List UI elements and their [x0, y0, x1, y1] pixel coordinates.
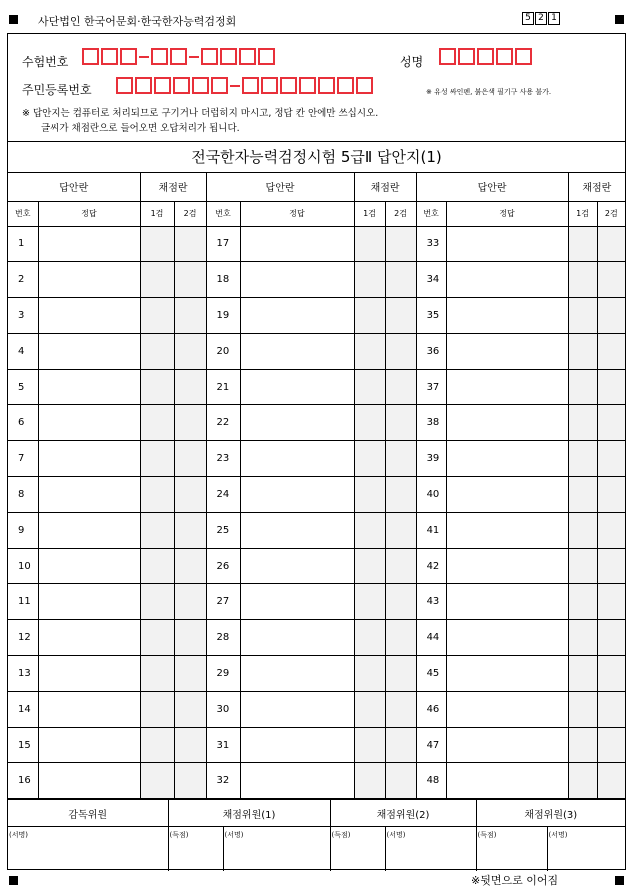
- answer-cell[interactable]: [38, 512, 140, 548]
- question-number: 20: [206, 333, 240, 369]
- score1-cell: [354, 656, 385, 692]
- continue-on-back-note: ※뒷면으로 이어짐: [471, 874, 559, 887]
- score2-cell: [385, 298, 416, 334]
- score1-cell: [568, 405, 597, 441]
- resident-no-field[interactable]: [116, 77, 375, 94]
- score2-cell: [385, 477, 416, 513]
- answer-cell[interactable]: [38, 441, 140, 477]
- score1-cell: [354, 333, 385, 369]
- answer-cell[interactable]: [38, 405, 140, 441]
- corner-mark-tr: [615, 15, 624, 24]
- answer-row: [8, 620, 625, 656]
- answer-cell[interactable]: [38, 477, 140, 513]
- answer-cell[interactable]: [38, 584, 140, 620]
- exam-no-field[interactable]: [82, 48, 277, 65]
- score1-cell: [140, 333, 174, 369]
- answer-cell[interactable]: [240, 333, 354, 369]
- score2-cell: [174, 656, 206, 692]
- score1-cell: [354, 727, 385, 763]
- instruction-line-2: 글씨가 채점란으로 들어오면 오답처리가 됩니다.: [41, 123, 240, 134]
- score2-cell: [385, 656, 416, 692]
- score2-cell: [385, 262, 416, 298]
- question-number: 29: [206, 656, 240, 692]
- answer-cell[interactable]: [446, 584, 568, 620]
- answer-row: [8, 298, 625, 334]
- score1-cell: [140, 298, 174, 334]
- answer-cell[interactable]: [446, 298, 568, 334]
- score1-cell: [354, 620, 385, 656]
- name-field[interactable]: [439, 48, 534, 65]
- score2-cell: [385, 226, 416, 262]
- answer-cell[interactable]: [240, 656, 354, 692]
- question-number: 31: [206, 727, 240, 763]
- answer-cell[interactable]: [446, 656, 568, 692]
- answer-column-header: 답안란: [8, 173, 140, 201]
- instruction-line-1: ※ 답안지는 컴퓨터로 처리되므로 구기거나 더럽히지 마시고, 정답 칸 안에만 쓰십시오.: [22, 108, 379, 119]
- question-number: 30: [206, 691, 240, 727]
- score1-cell: [568, 691, 597, 727]
- grader2-score-box[interactable]: (득점): [330, 827, 385, 871]
- score1-header: 1검: [568, 201, 597, 226]
- score2-header: 2검: [385, 201, 416, 226]
- score1-cell: [140, 369, 174, 405]
- question-number: 15: [8, 727, 38, 763]
- answer-cell[interactable]: [38, 226, 140, 262]
- score2-cell: [597, 333, 625, 369]
- supervisor-header: 감독위원: [8, 800, 168, 827]
- answer-cell[interactable]: [38, 262, 140, 298]
- answer-row: [8, 727, 625, 763]
- score2-cell: [597, 262, 625, 298]
- answer-cell[interactable]: [240, 548, 354, 584]
- score1-cell: [140, 656, 174, 692]
- question-number: 39: [416, 441, 446, 477]
- answer-cell[interactable]: [38, 620, 140, 656]
- answer-cell[interactable]: [240, 691, 354, 727]
- corner-mark-tl: [9, 15, 18, 24]
- organization-name: 사단법인 한국어문회·한국한자능력검정회: [38, 15, 237, 28]
- question-number: 13: [8, 656, 38, 692]
- score1-cell: [354, 298, 385, 334]
- question-number: 34: [416, 262, 446, 298]
- question-number: 2: [8, 262, 38, 298]
- score1-cell: [568, 656, 597, 692]
- score2-cell: [174, 477, 206, 513]
- form-code: [522, 12, 561, 25]
- number-header: 번호: [8, 201, 38, 226]
- score2-cell: [174, 226, 206, 262]
- score2-cell: [597, 691, 625, 727]
- grader2-signature-box[interactable]: (서명): [385, 827, 476, 871]
- score1-cell: [568, 226, 597, 262]
- answer-cell[interactable]: [446, 620, 568, 656]
- answer-header: 정답: [38, 201, 140, 226]
- score2-cell: [597, 620, 625, 656]
- answer-cell[interactable]: [240, 727, 354, 763]
- question-number: 3: [8, 298, 38, 334]
- score-column-header: 채점란: [140, 173, 206, 201]
- question-number: 41: [416, 512, 446, 548]
- score1-cell: [568, 512, 597, 548]
- score2-cell: [385, 512, 416, 548]
- answer-sheet: [7, 33, 626, 870]
- answer-cell[interactable]: [240, 477, 354, 513]
- score1-cell: [354, 548, 385, 584]
- question-number: 48: [416, 763, 446, 799]
- question-number: 5: [8, 369, 38, 405]
- score1-cell: [568, 441, 597, 477]
- answer-cell[interactable]: [446, 477, 568, 513]
- score2-cell: [597, 548, 625, 584]
- supervisor-signature-box[interactable]: (서명): [8, 827, 168, 871]
- question-number: 46: [416, 691, 446, 727]
- score2-cell: [174, 441, 206, 477]
- score2-cell: [597, 369, 625, 405]
- score1-cell: [354, 226, 385, 262]
- score2-cell: [385, 441, 416, 477]
- score2-cell: [174, 298, 206, 334]
- answer-cell[interactable]: [240, 441, 354, 477]
- exam-no-label: 수험번호: [22, 55, 69, 69]
- score2-cell: [174, 691, 206, 727]
- score2-cell: [174, 262, 206, 298]
- score2-cell: [597, 226, 625, 262]
- score2-cell: [597, 656, 625, 692]
- answer-cell[interactable]: [240, 512, 354, 548]
- name-label: 성명: [400, 55, 424, 69]
- score1-cell: [140, 405, 174, 441]
- score2-cell: [597, 763, 625, 799]
- form-code-digit: 2: [535, 12, 547, 25]
- answer-cell[interactable]: [446, 763, 568, 799]
- grader1-signature-box[interactable]: (서명): [223, 827, 330, 871]
- score2-cell: [385, 691, 416, 727]
- answer-cell[interactable]: [240, 262, 354, 298]
- answer-cell[interactable]: [38, 298, 140, 334]
- answer-column-header: 답안란: [206, 173, 354, 201]
- score1-cell: [140, 226, 174, 262]
- answer-row: [8, 477, 625, 513]
- answer-row: [8, 405, 625, 441]
- grader1-score-box[interactable]: (득점): [168, 827, 223, 871]
- answer-row: [8, 548, 625, 584]
- score1-header: 1검: [140, 201, 174, 226]
- answer-cell[interactable]: [446, 727, 568, 763]
- question-number: 7: [8, 441, 38, 477]
- question-number: 23: [206, 441, 240, 477]
- score1-cell: [140, 441, 174, 477]
- answer-row: [8, 226, 625, 262]
- score1-cell: [140, 512, 174, 548]
- grader3-score-box[interactable]: (득점): [476, 827, 547, 871]
- score1-cell: [140, 620, 174, 656]
- score2-cell: [174, 405, 206, 441]
- question-number: 11: [8, 584, 38, 620]
- answer-grid: [8, 173, 625, 799]
- answer-cell[interactable]: [446, 405, 568, 441]
- answer-row: [8, 763, 625, 799]
- question-number: 28: [206, 620, 240, 656]
- question-number: 40: [416, 477, 446, 513]
- score2-cell: [385, 369, 416, 405]
- score1-cell: [568, 548, 597, 584]
- score1-cell: [568, 298, 597, 334]
- answer-row: [8, 691, 625, 727]
- question-number: 8: [8, 477, 38, 513]
- question-number: 12: [8, 620, 38, 656]
- score2-cell: [597, 441, 625, 477]
- grader2-header: 채점위원(2): [330, 800, 476, 827]
- score1-cell: [354, 477, 385, 513]
- score2-cell: [174, 369, 206, 405]
- grader1-header: 채점위원(1): [168, 800, 330, 827]
- grader3-header: 채점위원(3): [476, 800, 625, 827]
- score1-cell: [568, 763, 597, 799]
- answer-row: [8, 333, 625, 369]
- score2-cell: [385, 333, 416, 369]
- answer-cell[interactable]: [446, 512, 568, 548]
- score-column-header: 채점란: [354, 173, 416, 201]
- question-number: 38: [416, 405, 446, 441]
- score1-cell: [354, 584, 385, 620]
- question-number: 26: [206, 548, 240, 584]
- answer-cell[interactable]: [446, 262, 568, 298]
- form-code-digit: 1: [548, 12, 560, 25]
- answer-cell[interactable]: [38, 548, 140, 584]
- question-number: 45: [416, 656, 446, 692]
- score2-cell: [174, 512, 206, 548]
- score-column-header: 채점란: [568, 173, 625, 201]
- score2-cell: [385, 620, 416, 656]
- answer-header: 정답: [446, 201, 568, 226]
- question-number: 25: [206, 512, 240, 548]
- question-number: 18: [206, 262, 240, 298]
- score1-cell: [568, 477, 597, 513]
- sheet-title: 전국한자능력검정시험 5급Ⅱ 답안지(1): [8, 142, 625, 173]
- question-number: 36: [416, 333, 446, 369]
- score2-cell: [174, 333, 206, 369]
- question-number: 27: [206, 584, 240, 620]
- score2-cell: [597, 727, 625, 763]
- answer-column-header: 답안란: [416, 173, 568, 201]
- score2-cell: [385, 405, 416, 441]
- score1-header: 1검: [354, 201, 385, 226]
- number-header: 번호: [416, 201, 446, 226]
- question-number: 33: [416, 226, 446, 262]
- question-number: 19: [206, 298, 240, 334]
- score2-cell: [385, 584, 416, 620]
- score2-cell: [597, 512, 625, 548]
- question-number: 32: [206, 763, 240, 799]
- answer-cell[interactable]: [446, 369, 568, 405]
- question-number: 1: [8, 226, 38, 262]
- question-number: 35: [416, 298, 446, 334]
- score1-cell: [354, 763, 385, 799]
- score1-cell: [354, 369, 385, 405]
- question-number: 42: [416, 548, 446, 584]
- answer-cell[interactable]: [38, 763, 140, 799]
- question-number: 21: [206, 369, 240, 405]
- score1-cell: [140, 691, 174, 727]
- answer-cell[interactable]: [240, 369, 354, 405]
- question-number: 47: [416, 727, 446, 763]
- corner-mark-bl: [9, 876, 18, 885]
- score1-cell: [354, 262, 385, 298]
- score1-cell: [568, 727, 597, 763]
- question-number: 10: [8, 548, 38, 584]
- question-number: 44: [416, 620, 446, 656]
- answer-cell[interactable]: [240, 298, 354, 334]
- score1-cell: [568, 369, 597, 405]
- score1-cell: [140, 727, 174, 763]
- examinee-info: [8, 34, 625, 142]
- score2-cell: [597, 477, 625, 513]
- signature-area: [8, 799, 625, 871]
- answer-row: [8, 584, 625, 620]
- pen-warning: ※ 유성 싸인펜, 붉은색 필기구 사용 불가.: [426, 88, 552, 96]
- answer-header: 정답: [240, 201, 354, 226]
- answer-row: [8, 512, 625, 548]
- answer-cell[interactable]: [240, 584, 354, 620]
- score1-cell: [568, 333, 597, 369]
- score1-cell: [140, 584, 174, 620]
- question-number: 16: [8, 763, 38, 799]
- answer-cell[interactable]: [446, 226, 568, 262]
- answer-row: [8, 262, 625, 298]
- answer-cell[interactable]: [446, 691, 568, 727]
- answer-cell[interactable]: [38, 333, 140, 369]
- answer-cell[interactable]: [240, 620, 354, 656]
- answer-cell[interactable]: [446, 333, 568, 369]
- number-header: 번호: [206, 201, 240, 226]
- answer-row: [8, 656, 625, 692]
- score1-cell: [354, 512, 385, 548]
- answer-cell[interactable]: [240, 405, 354, 441]
- score1-cell: [568, 620, 597, 656]
- answer-cell[interactable]: [240, 763, 354, 799]
- question-number: 6: [8, 405, 38, 441]
- answer-cell[interactable]: [38, 691, 140, 727]
- grader3-signature-box[interactable]: (서명): [547, 827, 625, 871]
- score2-header: 2검: [174, 201, 206, 226]
- score2-cell: [174, 727, 206, 763]
- answer-cell[interactable]: [38, 727, 140, 763]
- score2-cell: [385, 548, 416, 584]
- question-number: 43: [416, 584, 446, 620]
- answer-cell[interactable]: [38, 656, 140, 692]
- score2-cell: [174, 548, 206, 584]
- score1-cell: [354, 441, 385, 477]
- question-number: 17: [206, 226, 240, 262]
- score1-cell: [140, 477, 174, 513]
- question-number: 4: [8, 333, 38, 369]
- score2-cell: [174, 620, 206, 656]
- score1-cell: [354, 691, 385, 727]
- answer-cell[interactable]: [446, 548, 568, 584]
- question-number: 14: [8, 691, 38, 727]
- question-number: 37: [416, 369, 446, 405]
- score1-cell: [140, 763, 174, 799]
- score2-cell: [174, 763, 206, 799]
- score1-cell: [568, 262, 597, 298]
- score1-cell: [568, 584, 597, 620]
- score2-cell: [597, 584, 625, 620]
- question-number: 24: [206, 477, 240, 513]
- question-number: 22: [206, 405, 240, 441]
- score2-cell: [597, 298, 625, 334]
- resident-no-label: 주민등록번호: [22, 83, 92, 97]
- score2-cell: [385, 763, 416, 799]
- answer-cell[interactable]: [240, 226, 354, 262]
- score2-cell: [174, 584, 206, 620]
- answer-cell[interactable]: [446, 441, 568, 477]
- score2-cell: [597, 405, 625, 441]
- score2-cell: [385, 727, 416, 763]
- question-number: 9: [8, 512, 38, 548]
- score2-header: 2검: [597, 201, 625, 226]
- answer-row: [8, 441, 625, 477]
- corner-mark-br: [615, 876, 624, 885]
- score1-cell: [140, 548, 174, 584]
- score1-cell: [140, 262, 174, 298]
- score1-cell: [354, 405, 385, 441]
- answer-cell[interactable]: [38, 369, 140, 405]
- answer-row: [8, 369, 625, 405]
- form-code-digit: 5: [522, 12, 534, 25]
